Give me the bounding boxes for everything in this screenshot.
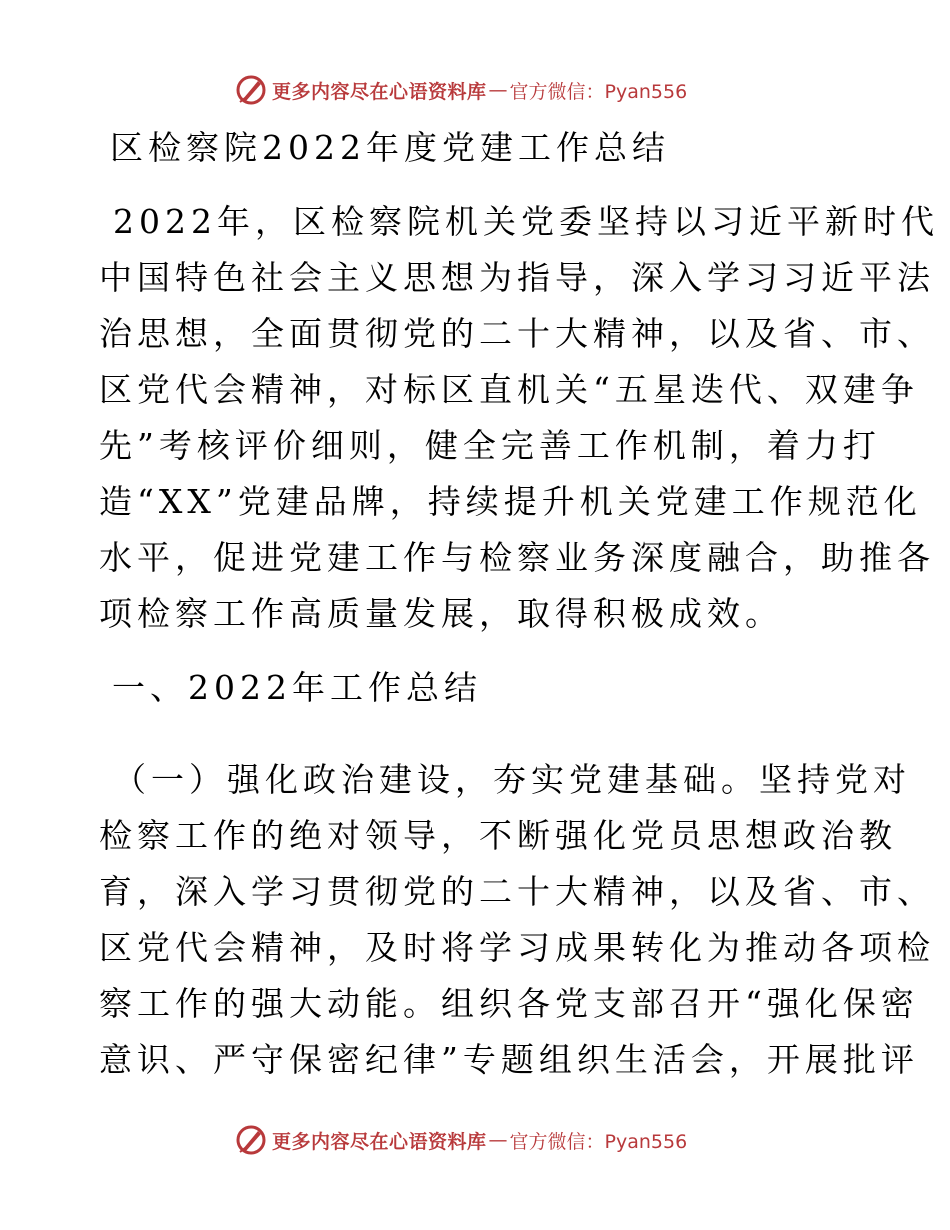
- watermark-sub-text: 官方微信：Pyan556: [509, 1130, 688, 1153]
- paragraph-line: 意识、严守保密纪律”专题组织生活会，开展批评: [99, 1040, 919, 1079]
- paragraph-line: 察工作的强大动能。组织各党支部召开“强化保密: [99, 984, 919, 1023]
- paragraph-line: （一）强化政治建设，夯实党建基础。坚持党对: [113, 760, 911, 799]
- paragraph-line: 区党代会精神，及时将学习成果转化为推动各项检: [99, 928, 935, 967]
- paragraph-line: 造“XX”党建品牌，持续提升机关党建工作规范化: [99, 482, 922, 521]
- paragraph-line: 中国特色社会主义思想为指导，深入学习习近平法: [99, 258, 935, 297]
- paragraph-line: 检察工作的绝对领导，不断强化党员思想政治教: [99, 816, 897, 855]
- paragraph-line: 治思想，全面贯彻党的二十大精神，以及省、市、: [99, 314, 935, 353]
- paragraph-line: 区党代会精神，对标区直机关“五星迭代、双建争: [99, 370, 919, 409]
- watermark-separator: —: [488, 79, 508, 101]
- quill-pen-logo-icon: [234, 1123, 268, 1157]
- quill-pen-logo-icon: [234, 73, 268, 107]
- paragraph-line: 先”考核评价细则，健全完善工作机制，着力打: [99, 426, 881, 465]
- watermark-main-text: 更多内容尽在心语资料库: [272, 80, 487, 103]
- watermark-main-text: 更多内容尽在心语资料库: [272, 1130, 487, 1153]
- section-heading: 一、2022年工作总结: [112, 668, 482, 707]
- watermark-sub-text: 官方微信：Pyan556: [509, 80, 688, 103]
- paragraph-line: 育，深入学习贯彻党的二十大精神，以及省、市、: [99, 872, 935, 911]
- paragraph-line: 项检察工作高质量发展，取得积极成效。: [99, 594, 783, 633]
- watermark-separator: —: [488, 1129, 508, 1151]
- watermark-banner-bottom: [234, 1122, 687, 1158]
- paragraph-line: 2022年，区检察院机关党委坚持以习近平新时代: [113, 202, 939, 241]
- watermark-banner-top: [234, 72, 687, 108]
- document-title: 区检察院2022年度党建工作总结: [110, 128, 670, 167]
- paragraph-line: 水平，促进党建工作与检察业务深度融合，助推各: [99, 538, 935, 577]
